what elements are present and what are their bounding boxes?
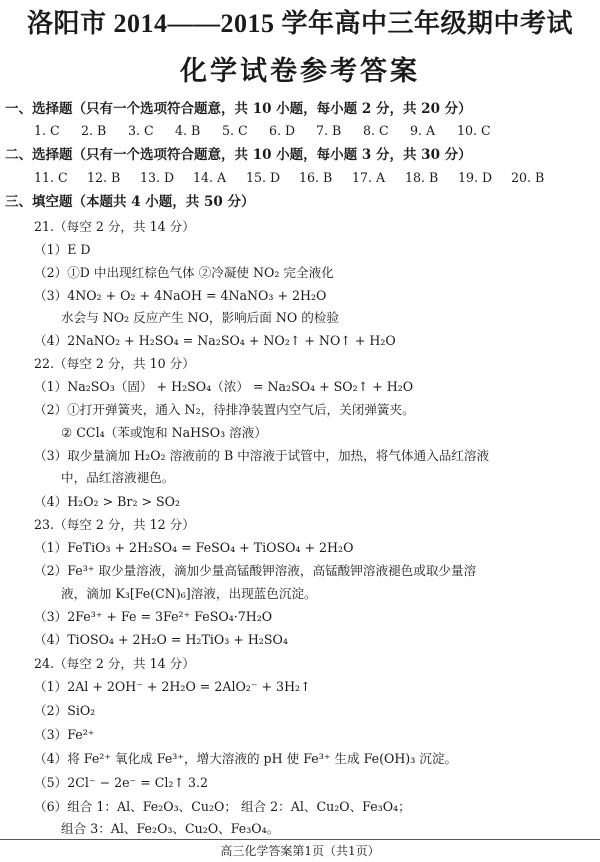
- section2-answers: [34, 170, 564, 186]
- answer-item: 8. C: [363, 123, 389, 138]
- q24-line: （4）将 Fe²⁺ 氧化成 Fe³⁺，增大溶液的 pH 使 Fe³⁺ 生成 Fe(OH)₃ 沉淀。: [34, 751, 458, 766]
- answer-item: 2. B: [81, 123, 107, 138]
- answer-item: 7. B: [316, 123, 342, 138]
- q23-line: （4）TiOSO₄ + 2H₂O = H₂TiO₃ + H₂SO₄: [34, 632, 288, 647]
- q21-line: （2）①D 中出现红棕色气体 ②冷凝使 NO₂ 完全液化: [34, 265, 334, 280]
- q21-line: （4）2NaNO₂ + H₂SO₄ = Na₂SO₄ + NO₂↑ + NO↑ + H₂O: [34, 333, 396, 348]
- page-footer: 高三化学答案第1页（共1页）: [220, 844, 380, 858]
- q22-line: （2）①打开弹簧夹，通入 N₂，待排净装置内空气后，关闭弹簧夹。: [34, 402, 415, 417]
- answer-item: 12. B: [87, 170, 121, 185]
- document-title: 洛阳市 2014——2015 学年高中三年级期中考试: [26, 9, 573, 38]
- answer-item: 16. B: [299, 170, 333, 185]
- q23-line: 液，滴加 K₃[Fe(CN)₆]溶液，出现蓝色沉淀。: [61, 586, 317, 601]
- q22-line: ② CCl₄（苯或饱和 NaHSO₃ 溶液）: [61, 425, 267, 440]
- section1-heading: 一、选择题（只有一个选项符合题意，共 10 小题，每小题 2 分，共 20 分）: [5, 101, 472, 117]
- q24-heading: 24.（每空 2 分，共 14 分）: [34, 656, 195, 671]
- q21-line: （1）E D: [34, 242, 91, 257]
- q23-heading: 23.（每空 2 分，共 12 分）: [34, 517, 195, 532]
- q24-line: 组合 3：Al、Fe₂O₃、Cu₂O、Fe₃O₄。: [61, 821, 280, 836]
- q23-line: （2）Fe³⁺ 取少量溶液，滴加少量高锰酸钾溶液，高锰酸钾溶液褪色或取少量溶: [34, 563, 477, 578]
- answer-item: 19. D: [458, 170, 493, 185]
- q21-heading: 21.（每空 2 分，共 14 分）: [34, 219, 195, 234]
- answer-item: 6. D: [269, 123, 296, 138]
- answer-item: 1. C: [34, 123, 60, 138]
- answer-item: 13. D: [140, 170, 175, 185]
- q24-line: （5）2Cl⁻ − 2e⁻ = Cl₂↑ 3.2: [34, 775, 209, 790]
- q23-line: （3）2Fe³⁺ + Fe = 3Fe²⁺ FeSO₄·7H₂O: [34, 609, 273, 624]
- q24-line: （2）SiO₂: [34, 703, 96, 718]
- answer-item: 14. A: [193, 170, 227, 185]
- answer-item: 5. C: [222, 123, 248, 138]
- answer-item: 3. C: [128, 123, 154, 138]
- q24-line: （3）Fe²⁺: [34, 727, 95, 742]
- q21-line: （3）4NO₂ + O₂ + 4NaOH = 4NaNO₃ + 2H₂O: [34, 288, 327, 303]
- q22-line: （1）Na₂SO₃（固） + H₂SO₄（浓） = Na₂SO₄ + SO₂↑ + H₂O: [34, 379, 414, 394]
- answer-item: 4. B: [175, 123, 201, 138]
- q24-line: （1）2Al + 2OH⁻ + 2H₂O = 2AlO₂⁻ + 3H₂↑: [34, 679, 311, 694]
- q21-line: 水会与 NO₂ 反应产生 NO，影响后面 NO 的检验: [61, 310, 340, 325]
- answer-item: 20. B: [511, 170, 545, 185]
- q22-line: （4）H₂O₂ > Br₂ > SO₂: [34, 494, 181, 509]
- answer-item: 11. C: [34, 170, 68, 185]
- answer-item: 10. C: [457, 123, 491, 138]
- section2-heading: 二、选择题（只有一个选项符合题意，共 10 小题，每小题 3 分，共 30 分）: [5, 147, 472, 163]
- answer-item: 15. D: [246, 170, 281, 185]
- q24-line: （6）组合 1：Al、Fe₂O₃、Cu₂O； 组合 2：Al、Cu₂O、Fe₃O₄；: [34, 799, 411, 814]
- q22-line: 中，品红溶液褪色。: [61, 470, 175, 485]
- answer-item: 17. A: [352, 170, 386, 185]
- footer-rule: [0, 839, 600, 840]
- q22-heading: 22.（每空 2 分，共 10 分）: [34, 356, 195, 371]
- answer-item: 18. B: [405, 170, 439, 185]
- q22-line: （3）取少量滴加 H₂O₂ 溶液前的 B 中溶液于试管中，加热，将气体通入品红溶液: [34, 448, 490, 463]
- section1-answers: [34, 123, 504, 139]
- section3-heading: 三、填空题（本题共 4 小题，共 50 分）: [5, 194, 255, 210]
- answer-item: 9. A: [410, 123, 436, 138]
- q23-line: （1）FeTiO₃ + 2H₂SO₄ = FeSO₄ + TiOSO₄ + 2H₂O: [34, 540, 354, 555]
- document-subtitle: 化学试卷参考答案: [180, 56, 420, 86]
